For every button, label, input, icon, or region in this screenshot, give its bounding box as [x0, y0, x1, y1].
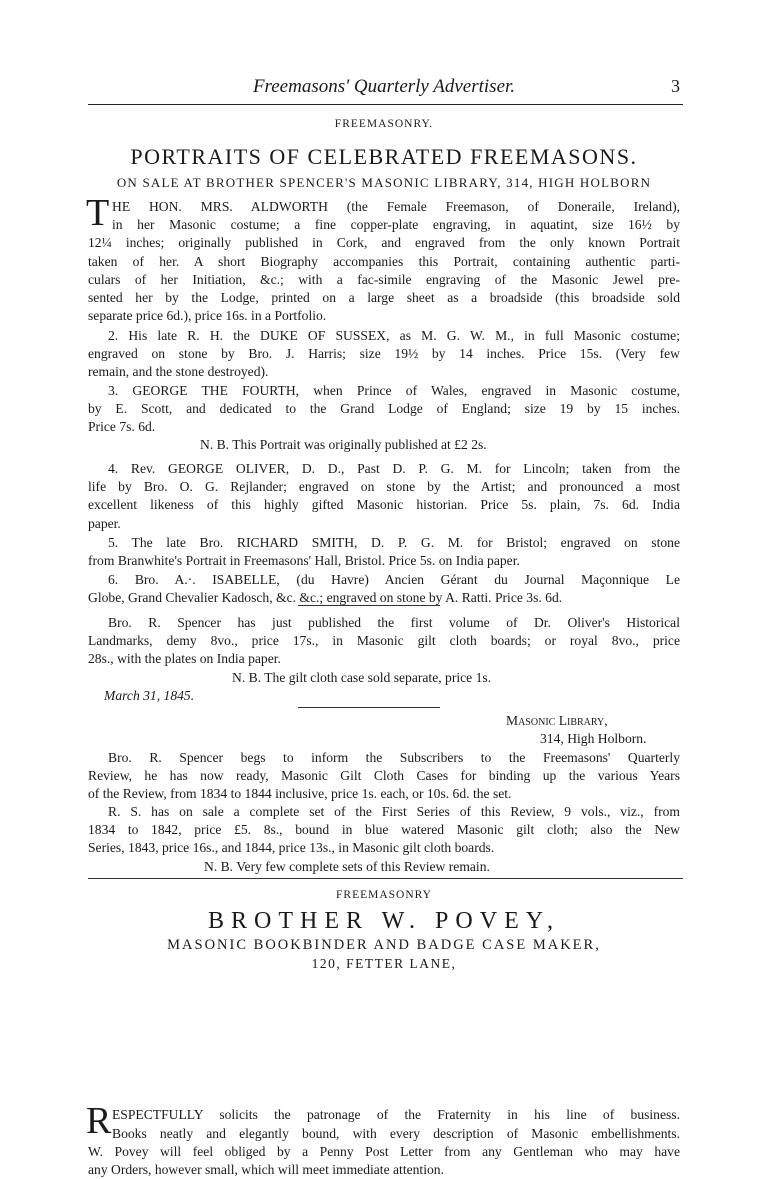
- item-1-aldworth: T HE HON. MRS. ALDWORTH (the Female Freemason, of Doneraile, Ireland), in her Masonic costume; a fine copper-plate engraving, in aquatint, size 16½ by 12¼ inches; originally published in Cork, and engraved from the only known Portrait taken of her. A short Biography accompanies this Portrait, containing authentic parti- culars of her Initiation, &c.; with a fac-simile engraving of the Masonic Jewel pre- sented her by the Lodge, printed on a large sheet as a broadside (this broadside sold separate price 6d.), price 16s. in a Portfolio.: [86, 192, 680, 324]
- landmarks-notice: Bro. R. Spencer has just published the first volume of Dr. Oliver's Historical Landmarks, demy 8vo., price 17s., in Masonic gilt cloth boards; or royal 8vo., price 28s., with the plates on India paper. N. B. The gilt cloth case sold separate, price 1s. March 31, 1845.: [88, 615, 680, 703]
- povey-title: BROTHER W. POVEY,: [208, 908, 560, 934]
- item-5-smith: 5. The late Bro. RICHARD SMITH, D. P. G. M. for Bristol; engraved on stone from Branwhite's Portrait in Freemasons' Hall, Bristol. Price 5s. on India paper.: [88, 535, 680, 569]
- item-3-note: N. B. This Portrait was originally published at £2 2s.: [200, 437, 487, 452]
- povey-address: 120, FETTER LANE,: [311, 956, 457, 971]
- dropcap-t: T: [86, 192, 110, 234]
- short-divider-1: [298, 605, 440, 606]
- review-first-series-notice: R. S. has on sale a complete set of the First Series of this Review, 9 vols., viz., from 1834 to 1842, price £5. 8s., bound in blue watered Masonic gilt cloth; also the New Series, 1843, price 16s., and 1844, price 13s., in Masonic gilt cloth boards. N. B. Very few complete sets of this Review remain.: [88, 804, 680, 874]
- povey-subtitle: MASONIC BOOKBINDER AND BADGE CASE MAKER,: [167, 937, 601, 953]
- page-number: 3: [671, 76, 680, 96]
- short-divider-2: [298, 707, 440, 708]
- povey-body: R ESPECTFULLY solicits the patronage of the Fraternity in his line of business. Books neatly and elegantly bound, with every description of Masonic embellishments. W. Povey will feel obliged by a Penny Post Letter from any Gentleman who may have any Orders, however small, which will meet immediate attention.: [86, 1100, 680, 1177]
- item-2-sussex: 2. His late R. H. the DUKE OF SUSSEX, as M. G. W. M., in full Masonic costume; engraved on stone by Bro. J. Harris; size 19½ by 14 inches. Price 15s. (Very few remain, and the stone destroyed).: [88, 328, 680, 380]
- dropcap-r: R: [86, 1100, 112, 1143]
- item-4-oliver: 4. Rev. GEORGE OLIVER, D. D., Past D. P. G. M. for Lincoln; taken from the life by Bro. O. G. Rejlander; engraved on stone by the Artist; and pronounced a most excellent likeness of this highly gifted Masonic historian. Price 5s. plain, 7s. 6d. India paper.: [88, 461, 680, 531]
- section-divider: [88, 878, 683, 879]
- item-3-george-iv: 3. GEORGE THE FOURTH, when Prince of Wales, engraved in Masonic costume, by E. Scott, and dedicated to the Grand Lodge of England; size 19 by 15 inches. Price 7s. 6d.: [88, 383, 680, 435]
- review-address: Masonic Library, 314, High Holborn.: [506, 713, 647, 747]
- portraits-subline: ON SALE AT BROTHER SPENCER'S MASONIC LIBRARY, 314, HIGH HOLBORN: [116, 175, 652, 190]
- running-title: Freemasons' Quarterly Advertiser.: [252, 76, 516, 97]
- item-6-isabelle: 6. Bro. A.·. ISABELLE, (du Havre) Ancien Gérant du Journal Maçonnique Le Globe, Grand Chevalier Kadosch, &c. &c.; engraved on stone by A. Ratti. Price 3s. 6d.: [88, 572, 680, 606]
- review-cases-notice: Bro. R. Spencer begs to inform the Subscribers to the Freemasons' Quarterly Review, he has now ready, Masonic Gilt Cloth Cases for binding up the various Years of the Review, from 1834 to 1844 inclusive, price 1s. each, or 10s. 6d. the set.: [88, 750, 680, 802]
- header-rule: [88, 104, 683, 105]
- portraits-headline: PORTRAITS OF CELEBRATED FREEMASONS.: [130, 144, 638, 169]
- section-label-freemasonry: FREEMASONRY.: [334, 118, 434, 130]
- povey-section-label: FREEMASONRY: [336, 889, 432, 901]
- running-head: [88, 76, 680, 100]
